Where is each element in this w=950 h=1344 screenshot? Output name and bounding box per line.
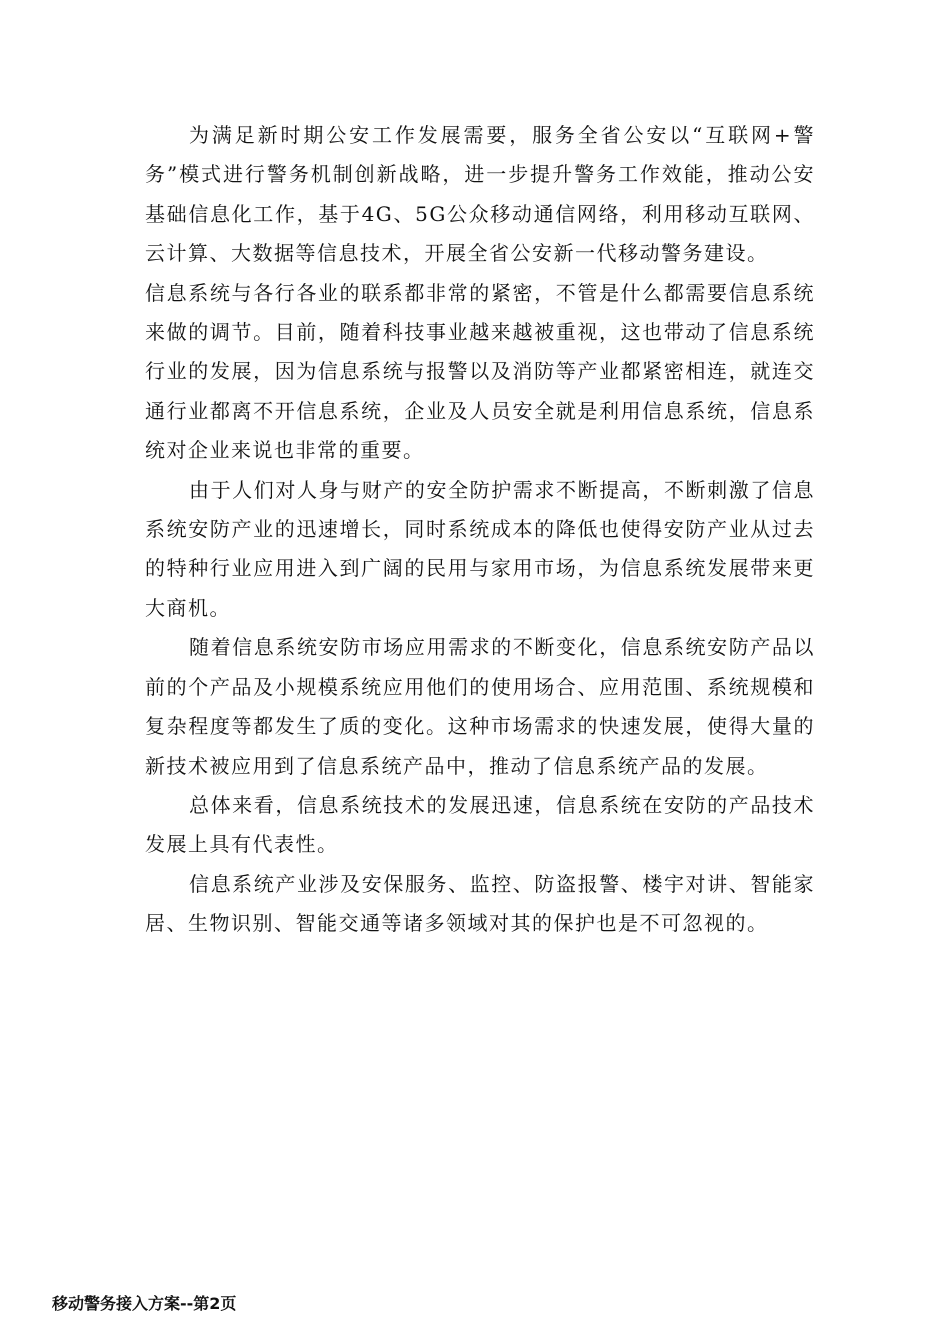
paragraph-mobile-policing: 为满足新时期公安工作发展需要，服务全省公安以“互联网+警务”模式进行警务机制创新战略，进一步提升警务工作效能，推动公安基础信息化工作，基于4G、5G公众移动通信网络，利用移动互联网、云计算、大数据等信息技术，开展全省公安新一代移动警务建设。	[145, 123, 815, 266]
paragraph-industry-scope: 信息系统产业涉及安保服务、监控、防盗报警、楼宇对讲、智能家居、生物识别、智能交通等诸多领域对其的保护也是不可忽视的。	[145, 871, 815, 936]
page-footer: 移动警务接入方案--第2页	[52, 1294, 237, 1313]
document-body	[145, 116, 815, 944]
paragraph-market-change: 随着信息系统安防市场应用需求的不断变化，信息系统安防产品以前的个产品及小规模系统应用他们的使用场合、应用范围、系统规模和复杂程度等都发生了质的变化。这种市场需求的快速发展，使得大量的新技术被应用到了信息系统产品中，推动了信息系统产品的发展。	[145, 635, 815, 778]
paragraph-information-systems: 信息系统与各行各业的联系都非常的紧密，不管是什么都需要信息系统来做的调节。目前，随着科技事业越来越被重视，这也带动了信息系统行业的发展，因为信息系统与报警以及消防等产业都紧密相连，就连交通行业都离不开信息系统，企业及人员安全就是利用信息系统，信息系统对企业来说也非常的重要。	[145, 280, 815, 463]
paragraph-security-demand: 由于人们对人身与财产的安全防护需求不断提高，不断刺激了信息系统安防产业的迅速增长，同时系统成本的降低也使得安防产业从过去的特种行业应用进入到广阔的民用与家用市场，为信息系统发展带来更大商机。	[145, 477, 815, 620]
paragraph-overview: 总体来看，信息系统技术的发展迅速，信息系统在安防的产品技术发展上具有代表性。	[145, 792, 815, 857]
